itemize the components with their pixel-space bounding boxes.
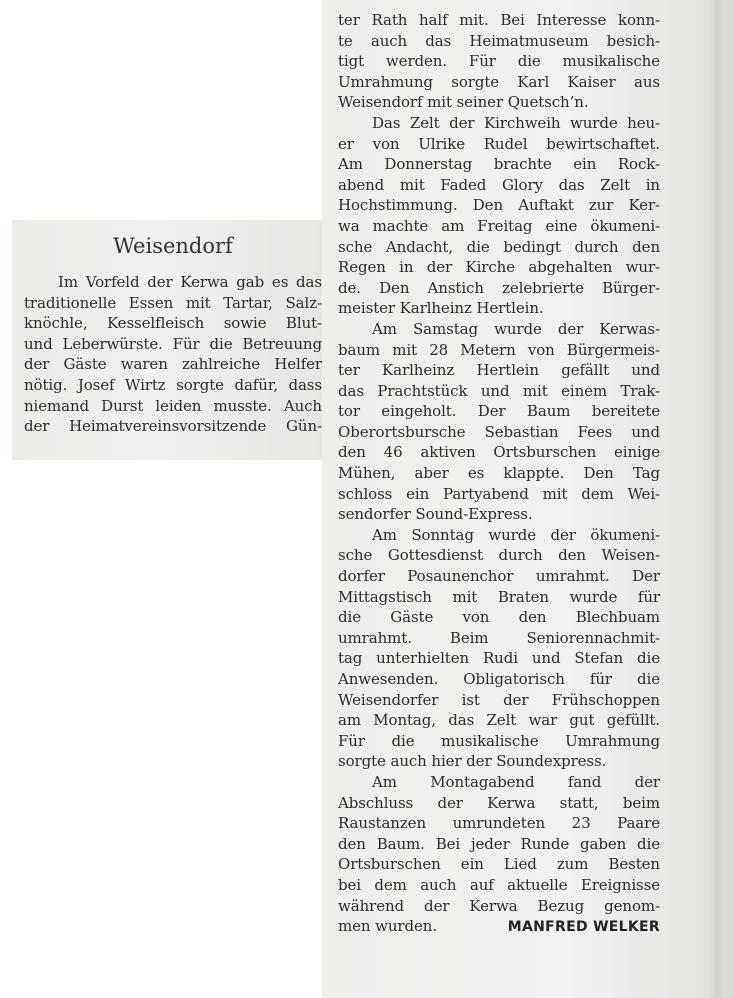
text-line: Für die musikalische Umrahmung <box>338 731 660 750</box>
text-line: sche Andacht, die bedingt durch den <box>338 237 660 256</box>
text-line: dorfer Posaunenchor umrahmt. Der <box>338 567 660 586</box>
text-line: ter Rath half mit. Bei Interesse konn- <box>338 11 660 29</box>
text-line: Das Zelt der Kirchweih wurde heu- <box>372 113 660 132</box>
text-line: Am Donnerstag brachte ein Rock- <box>338 155 660 174</box>
text-line: den Baum. Bei jeder Runde gaben die <box>338 834 660 853</box>
text-line: Ortsburschen ein Lied zum Besten <box>338 855 660 874</box>
author-byline: MANFRED WELKER <box>507 919 660 936</box>
text-line: sche Gottesdienst durch den Weisen- <box>338 546 660 565</box>
text-line: knöchle, Kesselfleisch sowie Blut- <box>24 314 322 333</box>
article-column-left <box>24 232 322 437</box>
right-column-text <box>338 10 660 916</box>
text-line: der Gäste waren zahlreiche Helfer <box>24 355 322 374</box>
text-line: umrahmt. Beim Seniorennachmit- <box>338 628 660 647</box>
article-headline: Weisendorf <box>113 234 233 258</box>
text-line: er von Ulrike Rudel bewirtschaftet. <box>338 134 660 153</box>
text-line: Abschluss der Kerwa statt, beim <box>338 793 660 812</box>
text-line: das Prachtstück und mit einem Trak- <box>338 381 660 400</box>
text-line: am Montag, das Zelt war gut gefüllt. <box>338 711 660 730</box>
paper-fold-shadow <box>710 0 724 998</box>
text-line: Hochstimmung. Den Auftakt zur Ker- <box>338 196 660 215</box>
text-line: Anwesenden. Obligatorisch für die <box>338 670 660 688</box>
text-line: sendorfer Sound-Express. <box>338 505 533 524</box>
text-line: tigt werden. Für die musikalische <box>338 52 660 71</box>
text-line: nötig. Josef Wirtz sorgte dafür, dass <box>24 375 322 394</box>
text-line: Mühen, aber es klappte. Den Tag <box>338 464 660 483</box>
text-line: Oberortsbursche Sebastian Fees und <box>338 422 660 441</box>
text-line: bei dem auch auf aktuelle Ereignisse <box>338 875 660 894</box>
text-line: wa machte am Freitag eine ökumeni- <box>338 216 660 235</box>
text-line: abend mit Faded Glory das Zelt in <box>338 175 660 194</box>
text-line: tag unterhielten Rudi und Stefan die <box>338 649 660 668</box>
text-line: während der Kerwa Bezug genom- <box>338 896 660 915</box>
text-line: Regen in der Kirche abgehalten wur- <box>338 258 660 277</box>
article-column-right <box>338 10 660 937</box>
left-column-text <box>24 272 322 437</box>
text-line: den 46 aktiven Ortsburschen einige <box>338 443 660 462</box>
text-line: Am Samstag wurde der Kerwas- <box>372 319 660 338</box>
text-line: schloss ein Partyabend mit dem Wei- <box>338 484 660 503</box>
text-line: tor eingeholt. Der Baum bereitete <box>338 402 660 421</box>
text-line: Umrahmung sorgte Karl Kaiser aus <box>338 72 660 91</box>
text-line: de. Den Anstich zelebrierte Bürger- <box>338 278 660 297</box>
text-line: ter Karlheinz Hertlein gefällt und <box>338 361 660 380</box>
text-line: Mittagstisch mit Braten wurde für <box>338 587 660 606</box>
text-line: Im Vorfeld der Kerwa gab es das <box>58 273 322 291</box>
text-line: die Gäste von den Blechbuam <box>338 608 660 627</box>
text-line: te auch das Heimatmuseum besich- <box>338 31 660 50</box>
text-line: Am Montagabend fand der <box>372 772 660 791</box>
text-line: Weisendorf mit seiner Quetsch’n. <box>338 93 589 112</box>
text-line: baum mit 28 Metern von Bürgermeis- <box>338 340 660 359</box>
text-line: Am Sonntag wurde der ökumeni- <box>372 525 660 544</box>
closing-line-row <box>338 916 660 937</box>
text-line: Weisendorfer ist der Frühschoppen <box>338 690 660 709</box>
text-line: der Heimatvereinsvorsitzende Gün- <box>24 417 322 436</box>
text-line: Raustanzen umrundeten 23 Paare <box>338 814 660 833</box>
text-line: und Leberwürste. Für die Betreuung <box>24 334 322 353</box>
text-line: meister Karlheinz Hertlein. <box>338 299 544 318</box>
text-line: sorgte auch hier der Soundexpress. <box>338 752 607 771</box>
text-line: niemand Durst leiden musste. Auch <box>24 396 322 415</box>
article-final-line: men wurden. <box>338 917 438 936</box>
text-line: traditionelle Essen mit Tartar, Salz- <box>24 293 322 312</box>
